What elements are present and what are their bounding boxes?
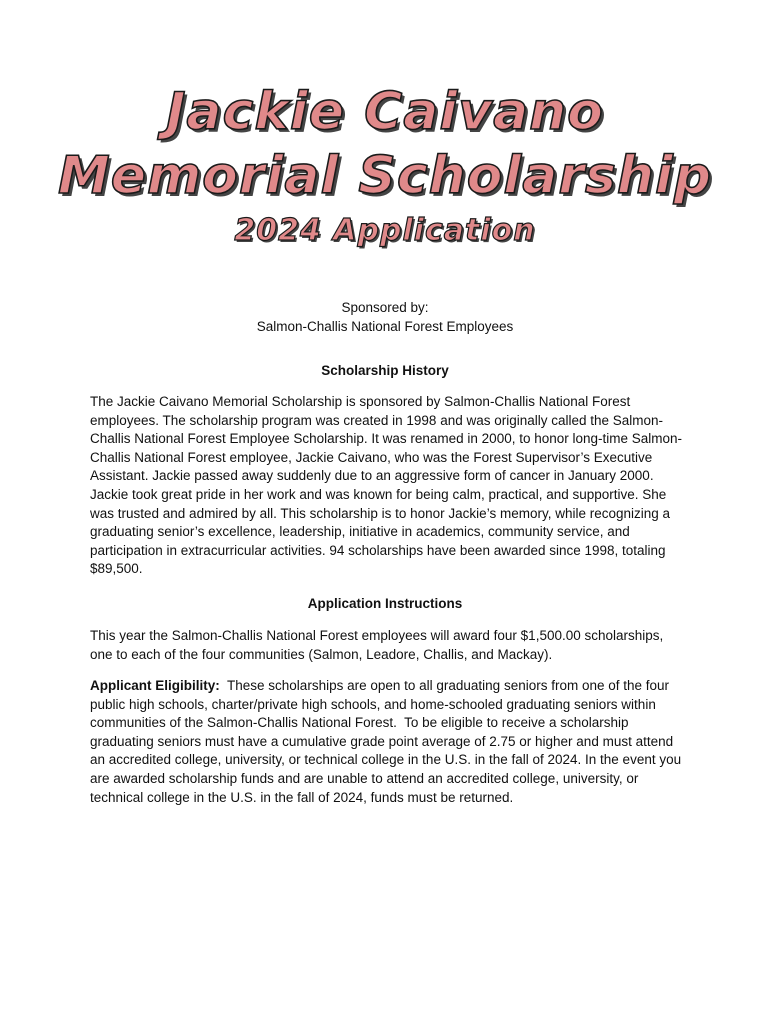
eligibility-label: Applicant Eligibility: [90, 678, 220, 693]
award-paragraph: This year the Salmon-Challis National Forest employees will award four $1,500.00 scholarships, one to each of the four communities (Salmon, Leadore, Challis, and Mackay). [90, 628, 664, 662]
sponsor-name: Salmon-Challis National Forest Employees [256, 319, 514, 334]
history-heading: Scholarship History [321, 363, 449, 378]
sponsor-label: Sponsored by: [341, 300, 429, 315]
sponsor-block [0, 298, 770, 336]
instructions-heading: Application Instructions [307, 596, 463, 611]
title-line-1: Jackie Caivano [166, 82, 604, 142]
title-line-3: 2024 Application [234, 213, 536, 248]
title-line-2: Memorial Scholarship [57, 146, 712, 206]
eligibility-text: These scholarships are open to all graduating seniors from one of the four public high schools, charter/private high schools, and home-schooled graduating seniors within communities of the Salmon-Challis National Forest. To be eligible to receive a scholarship graduating seniors must have a cumulative grade point average of 2.75 or higher and must attend an accredited college, university, or technical college in the U.S. in the fall of 2024. In the event you are awarded scholarship funds and are unable to attend an accredited college, university, or technical college in the U.S. in the fall of 2024, funds must be returned. [90, 678, 685, 805]
title-block [0, 82, 770, 248]
history-paragraph: The Jackie Caivano Memorial Scholarship is sponsored by Salmon-Challis National Forest employees. The scholarship program was created in 1998 and was originally called the Salmon-Challis National Forest Employee Scholarship. It was renamed in 2000, to honor long-time Salmon-Challis National Forest employee, Jackie Caivano, who was the Forest Supervisor’s Executive Assistant. Jackie passed away suddenly due to an aggressive form of cancer in January 2000. Jackie took great pride in her work and was known for being calm, practical, and supportive. She was trusted and admired by all. This scholarship is to honor Jackie’s memory, while recognizing a graduating senior’s excellence, leadership, initiative in academics, community service, and participation in extracurricular activities. 94 scholarships have been awarded since 1998, totaling $89,500. [90, 394, 683, 577]
eligibility-paragraph [90, 677, 686, 807]
